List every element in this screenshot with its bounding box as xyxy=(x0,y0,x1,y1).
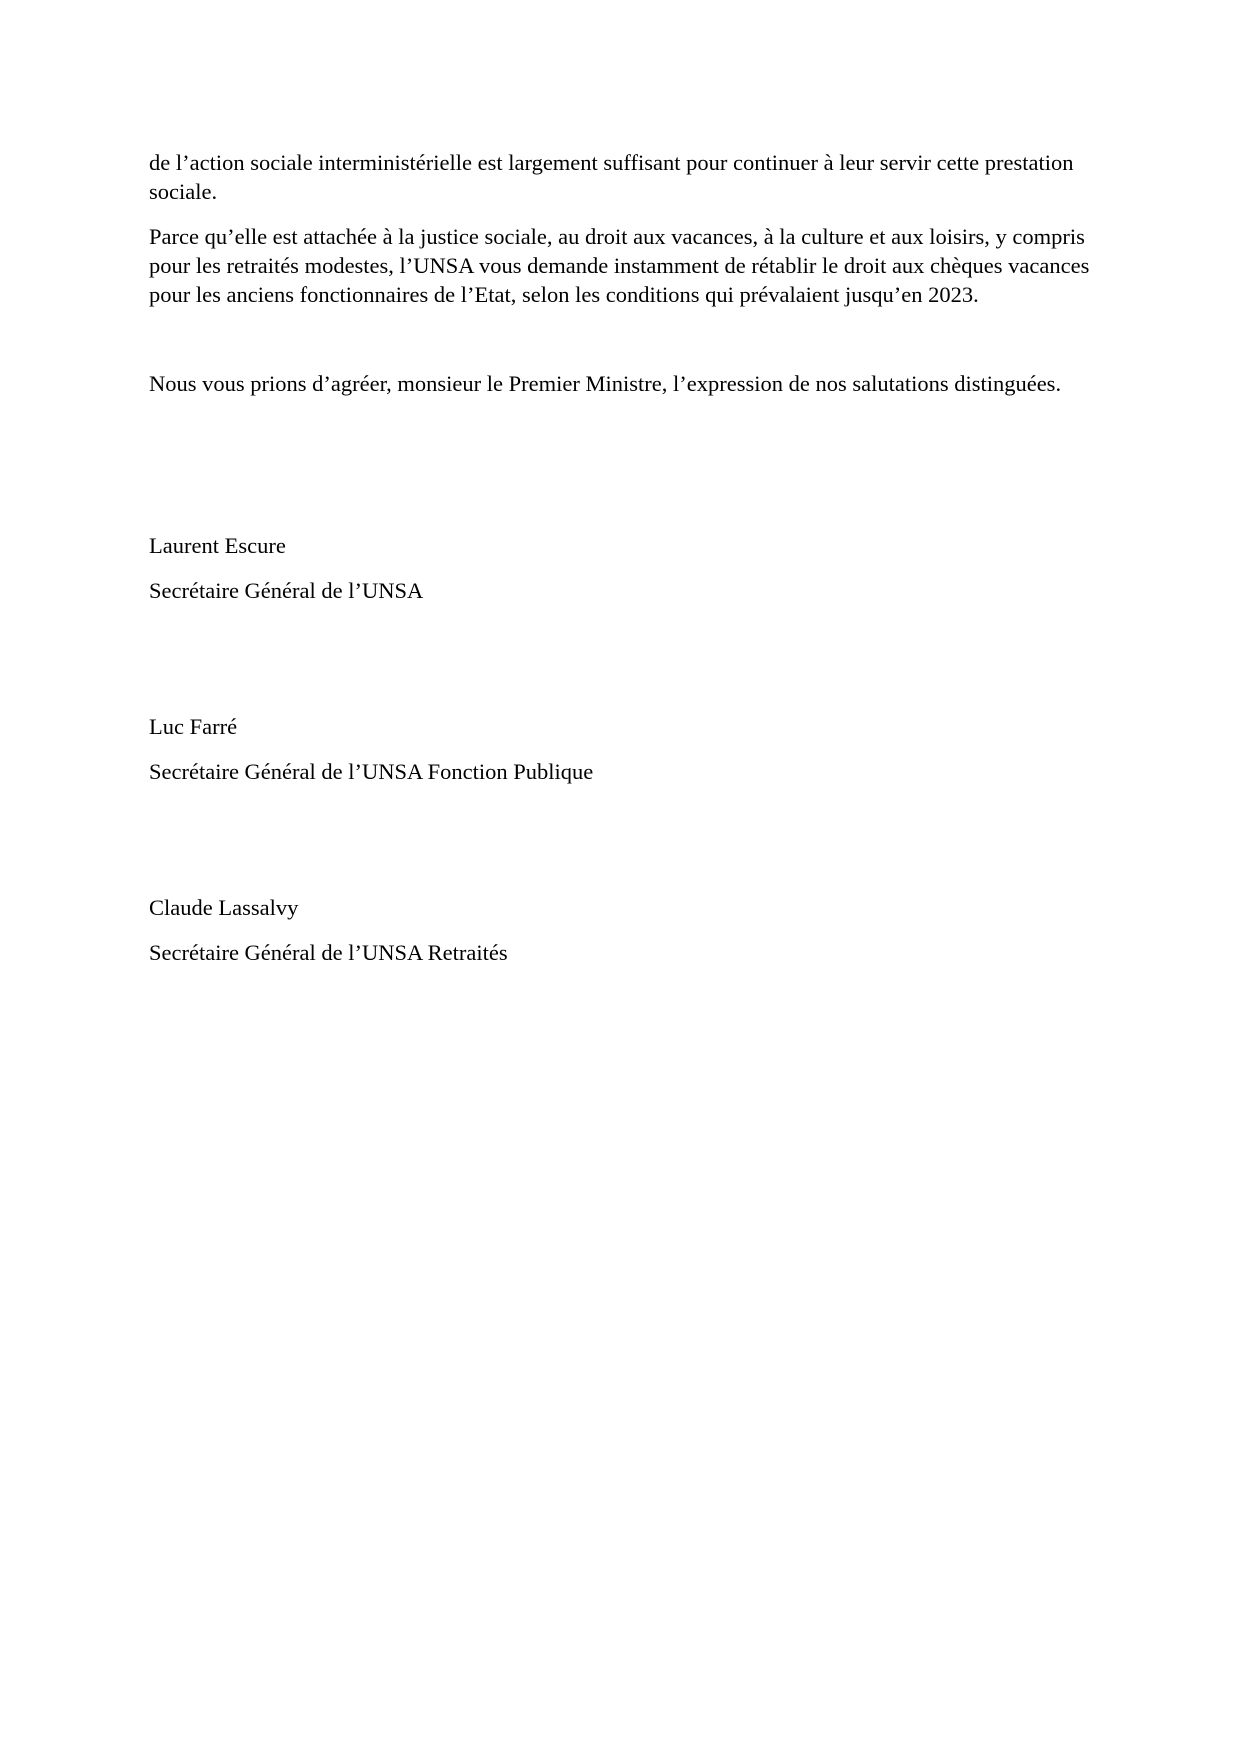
body-paragraph-1 xyxy=(149,148,1099,206)
body-paragraph-2 xyxy=(149,222,1099,309)
signatory-title-3: Secrétaire Général de l’UNSA Retraités xyxy=(149,940,508,965)
paragraph-line: Parce qu’elle est attachée à la justice sociale, au droit aux vacances, à la culture et aux loisirs, y compris xyxy=(149,224,1085,249)
paragraph-line: de l’action sociale interministérielle est largement suffisant pour continuer à leur servir cette prestation xyxy=(149,150,1074,175)
closing-line: Nous vous prions d’agréer, monsieur le Premier Ministre, l’expression de nos salutations distinguées. xyxy=(149,371,1062,396)
signatory-title-2: Secrétaire Général de l’UNSA Fonction Publique xyxy=(149,759,594,784)
paragraph-line: pour les anciens fonctionnaires de l’Etat, selon les conditions qui prévalaient jusqu’en 2023. xyxy=(149,282,979,307)
signatory-title-1: Secrétaire Général de l’UNSA xyxy=(149,578,424,603)
signatory-name-1: Laurent Escure xyxy=(149,533,286,558)
signatory-name-3: Claude Lassalvy xyxy=(149,895,299,920)
signatory-name-2: Luc Farré xyxy=(149,714,238,739)
paragraph-line: sociale. xyxy=(149,179,218,204)
paragraph-line: pour les retraités modestes, l’UNSA vous demande instamment de rétablir le droit aux chèques vacances xyxy=(149,253,1090,278)
closing-formula xyxy=(149,369,1099,398)
